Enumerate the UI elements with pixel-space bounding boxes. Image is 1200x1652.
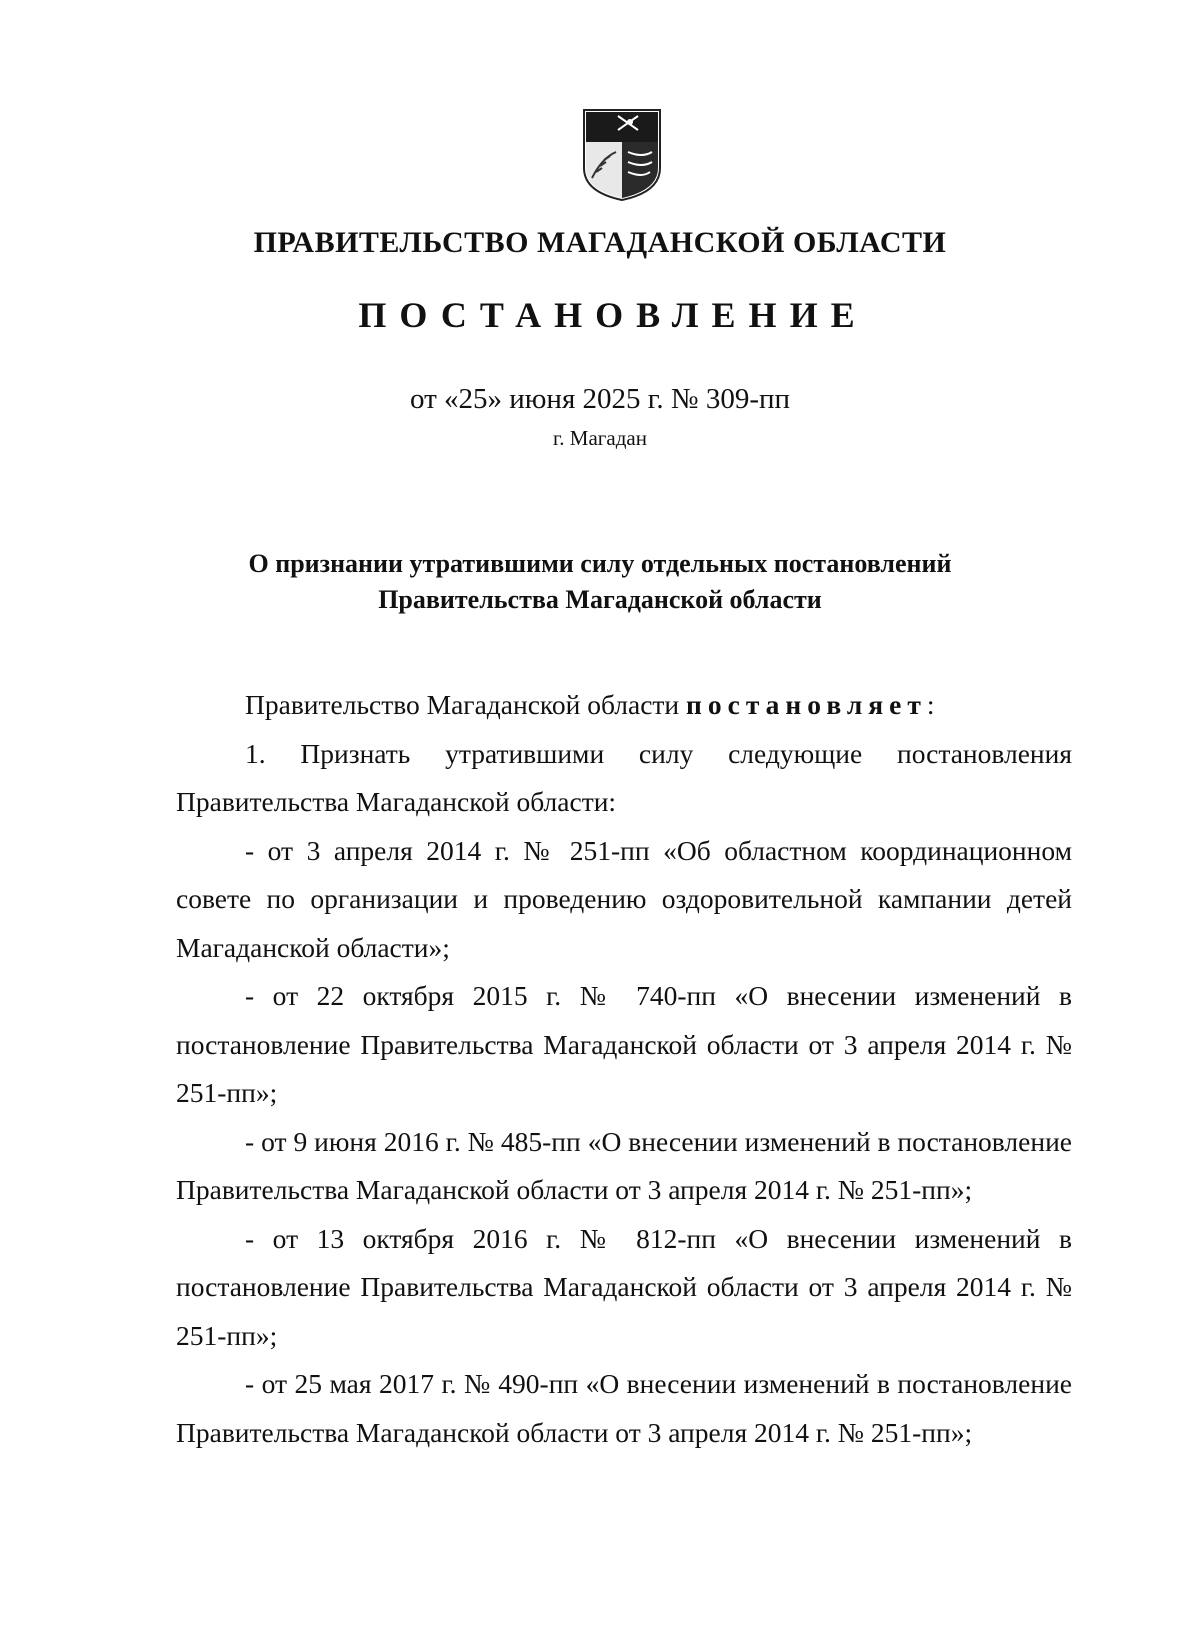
repealed-entry: - от 13 октября 2016 г. № 812-пп «О внесении изменений в постановление Правительства Магаданской области от 3 апреля 2014 г. № 251-пп»; xyxy=(176,1222,1072,1351)
repealed-entry: - от 3 апреля 2014 г. № 251-пп «Об областном координационном совете по организации и проведению оздоровительной кампании детей Магаданской области»; xyxy=(176,834,1072,963)
intro-prefix: Правительство Магаданской области xyxy=(245,689,687,720)
repealed-entry: - от 9 июня 2016 г. № 485-пп «О внесении изменений в постановление Правительства Магаданской области от 3 апреля 2014 г. № 251-пп»; xyxy=(176,1125,1072,1205)
document-date-number: от «25» июня 2025 г. № 309-пп xyxy=(409,383,791,415)
repealed-entry: - от 25 мая 2017 г. № 490-пп «О внесении изменений в постановление Правительства Магаданской области от 3 апреля 2014 г. № 251-пп»; xyxy=(176,1368,1072,1448)
document-body xyxy=(176,681,1072,1457)
document-subject xyxy=(0,546,1200,618)
subject-line-2: Правительства Магаданской области xyxy=(378,585,822,614)
intro-suffix: : xyxy=(926,689,935,720)
intro-keyword: постановляет xyxy=(686,689,927,720)
government-title: ПРАВИТЕЛЬСТВО МАГАДАНСКОЙ ОБЛАСТИ xyxy=(253,226,947,259)
repealed-entry: - от 22 октября 2015 г. № 740-пп «О внесении изменений в постановление Правительства Магаданской области от 3 апреля 2014 г. № 251-пп»; xyxy=(176,980,1072,1108)
intro-paragraph xyxy=(176,681,1072,730)
subject-line-1: О признании утратившими силу отдельных постановлений xyxy=(248,549,952,578)
document-type: ПОСТАНОВЛЕНИЕ xyxy=(358,295,868,335)
coat-of-arms-icon xyxy=(582,108,662,202)
document-city: г. Магадан xyxy=(553,426,647,450)
item-1-paragraph: 1. Признать утратившими силу следующие постановления Правительства Магаданской области: xyxy=(176,737,1072,817)
